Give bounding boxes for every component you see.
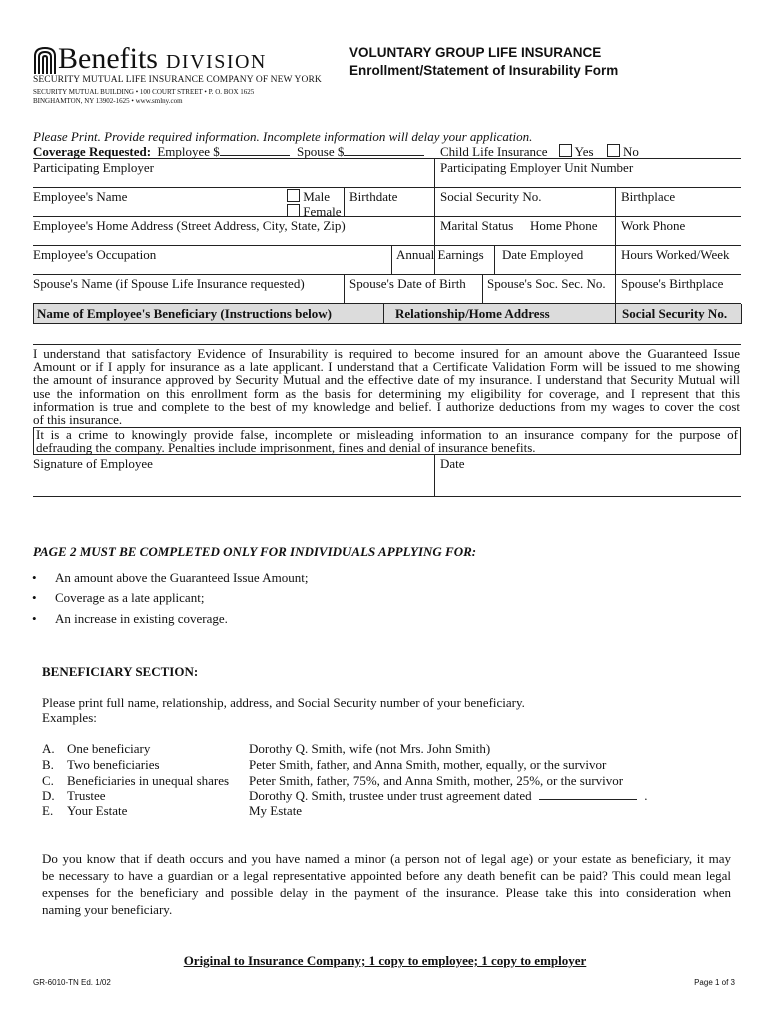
employee-signature-field[interactable]: Signature of Employee — [33, 456, 153, 471]
example-letter: E. — [42, 803, 54, 818]
child-yes-checkbox[interactable] — [559, 144, 572, 157]
beneficiary-ssn-header: Social Security No. — [622, 306, 728, 321]
spouse-amount-field[interactable] — [344, 155, 424, 156]
example-letter: B. — [42, 757, 54, 772]
marital-status-field[interactable]: Marital Status — [440, 218, 514, 233]
example-letter: C. — [42, 773, 54, 788]
statement-line: I understand that satisfactory Evidence of Insurability is required to become insured for an amount above the Guaranteed Issue — [33, 346, 740, 361]
spouse-name-field[interactable]: Spouse's Name (if Spouse Life Insurance requested) — [33, 276, 305, 291]
beneficiary-relationship-header: Relationship/Home Address — [395, 306, 550, 321]
trust-date-blank — [539, 799, 637, 800]
company-name: SECURITY MUTUAL LIFE INSURANCE COMPANY OF NEW YORK — [33, 75, 322, 85]
minor-beneficiary-note — [42, 850, 731, 918]
male-checkbox[interactable] — [287, 189, 300, 202]
annual-earnings-field[interactable]: Annual Earnings — [396, 247, 484, 262]
date-employed-field[interactable]: Date Employed — [502, 247, 584, 262]
statement-line: of this insurance. — [33, 412, 123, 428]
gender-options — [287, 189, 342, 219]
please-print-note: Please Print. Provide required information. Incomplete information will delay your application. — [33, 129, 533, 144]
example-text: Peter Smith, father, and Anna Smith, mother, equally, or the survivor — [249, 757, 607, 772]
employee-amount-label: Employee $ — [157, 144, 220, 159]
insurability-statement — [33, 347, 740, 426]
minor-note-line: be necessary to have a guardian or a legal representative appointed before any death benefit can be paid? This could mean legal — [42, 868, 731, 883]
fraud-warning-box — [33, 427, 741, 455]
bullet-icon: • — [32, 611, 37, 626]
birthdate-field[interactable]: Birthdate — [349, 189, 398, 204]
employee-amount-field[interactable] — [220, 155, 290, 156]
beneficiary-section-heading: BENEFICIARY SECTION: — [42, 664, 199, 679]
spouse-ssn-field[interactable]: Spouse's Soc. Sec. No. — [487, 276, 606, 291]
child-life-label: Child Life Insurance — [440, 144, 548, 159]
beneficiary-name-header: Name of Employee's Beneficiary (Instructions below) — [37, 306, 332, 321]
page2-heading: PAGE 2 MUST BE COMPLETED ONLY FOR INDIVIDUALS APPLYING FOR: — [33, 544, 477, 559]
example-label: Beneficiaries in unequal shares — [67, 773, 230, 788]
male-label: Male — [303, 189, 330, 204]
coverage-requested-label: Coverage Requested: — [33, 144, 152, 159]
spouse-birthplace-field[interactable]: Spouse's Birthplace — [621, 276, 724, 291]
spouse-amount-label: Spouse $ — [297, 144, 345, 159]
example-letter: A. — [42, 741, 55, 756]
fraud-warning-line: defrauding the company. Penalties include imprisonment, fines and denial of insurance benefits. — [36, 440, 536, 455]
ssn-field[interactable]: Social Security No. — [440, 189, 542, 204]
example-letter: D. — [42, 788, 55, 803]
example-label: Trustee — [67, 788, 106, 803]
child-yes-label: Yes — [574, 144, 594, 159]
example-text: My Estate — [249, 803, 303, 818]
example-label: One beneficiary — [67, 741, 151, 756]
female-label: Female — [303, 204, 342, 219]
home-phone-field[interactable]: Home Phone — [530, 218, 598, 233]
bullet-icon: • — [32, 590, 37, 605]
logo-wordmark — [58, 42, 267, 76]
page2-bullet-item: An amount above the Guaranteed Issue Amount; — [55, 570, 309, 585]
example-text: Peter Smith, father, 75%, and Anna Smith, mother, 25%, or the survivor — [249, 773, 624, 788]
company-address: SECURITY MUTUAL BUILDING • 100 COURT STREET • P. O. BOX 1625 — [33, 88, 255, 96]
minor-note-line: Do you know that if death occurs and you have named a minor (a person not of legal age) or your estate as beneficiary, it may — [42, 851, 731, 866]
distribution-note: Original to Insurance Company; 1 copy to employee; 1 copy to employer — [183, 953, 587, 968]
hours-worked-field[interactable]: Hours Worked/Week — [621, 247, 730, 262]
participating-unit-field[interactable]: Participating Employer Unit Number — [440, 160, 634, 175]
work-phone-field[interactable]: Work Phone — [621, 218, 686, 233]
minor-note-line: expenses for the beneficiary and possible delay in the payment of the insurance. Please take this into consideration when — [42, 885, 731, 900]
participating-employer-field[interactable]: Participating Employer — [33, 160, 154, 175]
employee-name-field[interactable]: Employee's Name — [33, 189, 128, 204]
trustee-example-row — [249, 788, 647, 804]
page-number: Page 1 of 3 — [694, 978, 735, 987]
examples-label: Examples: — [42, 710, 97, 725]
form-subtitle: Enrollment/Statement of Insurability Form — [349, 63, 619, 78]
occupation-field[interactable]: Employee's Occupation — [33, 247, 157, 262]
benefits-logo-icon — [33, 46, 57, 74]
statement-line: use the information on this enrollment form as the basis for determining my eligibility for coverage, and I represent that this — [33, 385, 740, 401]
minor-note-line: naming your beneficiary. — [42, 902, 173, 917]
form-title: VOLUNTARY GROUP LIFE INSURANCE — [349, 45, 602, 60]
female-checkbox[interactable] — [287, 204, 300, 217]
fraud-warning-line: It is a crime to knowingly provide false, incomplete or misleading information to an insurance company for the purpose of — [36, 427, 738, 442]
page2-bullet-item: An increase in existing coverage. — [55, 611, 228, 626]
form-number: GR-6010-TN Ed. 1/02 — [33, 978, 111, 987]
signature-date-field[interactable]: Date — [440, 456, 465, 471]
child-no-checkbox[interactable] — [607, 144, 620, 157]
company-address-2: BINGHAMTON, NY 13902-1625 • www.smlny.com — [33, 97, 183, 105]
statement-line: the amount of insurance approved by Security Mutual and the effective date of my insurance. I understand that Security Mutual will — [33, 372, 740, 388]
logo-word-benefits: Benefits — [58, 42, 158, 75]
child-no-label: No — [623, 144, 639, 159]
bullet-icon: • — [32, 570, 37, 585]
trustee-period: . — [644, 788, 648, 803]
statement-line: Amount or if I apply for insurance as a late applicant. I understand that a Certificate Validation Form will be issued to me showing — [33, 359, 740, 375]
page2-bullet-item: Coverage as a late applicant; — [55, 590, 205, 605]
spouse-dob-field[interactable]: Spouse's Date of Birth — [349, 276, 466, 291]
example-text: Dorothy Q. Smith, trustee under trust agreement dated — [249, 788, 532, 803]
beneficiary-instructions: Please print full name, relationship, address, and Social Security number of your beneficiary. — [42, 695, 525, 710]
example-label: Your Estate — [67, 803, 128, 818]
home-address-field[interactable]: Employee's Home Address (Street Address, City, State, Zip) — [33, 218, 346, 233]
example-text: Dorothy Q. Smith, wife (not Mrs. John Smith) — [249, 741, 491, 756]
logo-word-division: DIVISION — [165, 51, 267, 73]
example-label: Two beneficiaries — [67, 757, 160, 772]
birthplace-field[interactable]: Birthplace — [621, 189, 676, 204]
statement-line: information is true and complete to the best of my knowledge and belief. I authorize deductions from my wages to cover the cost — [33, 398, 740, 414]
